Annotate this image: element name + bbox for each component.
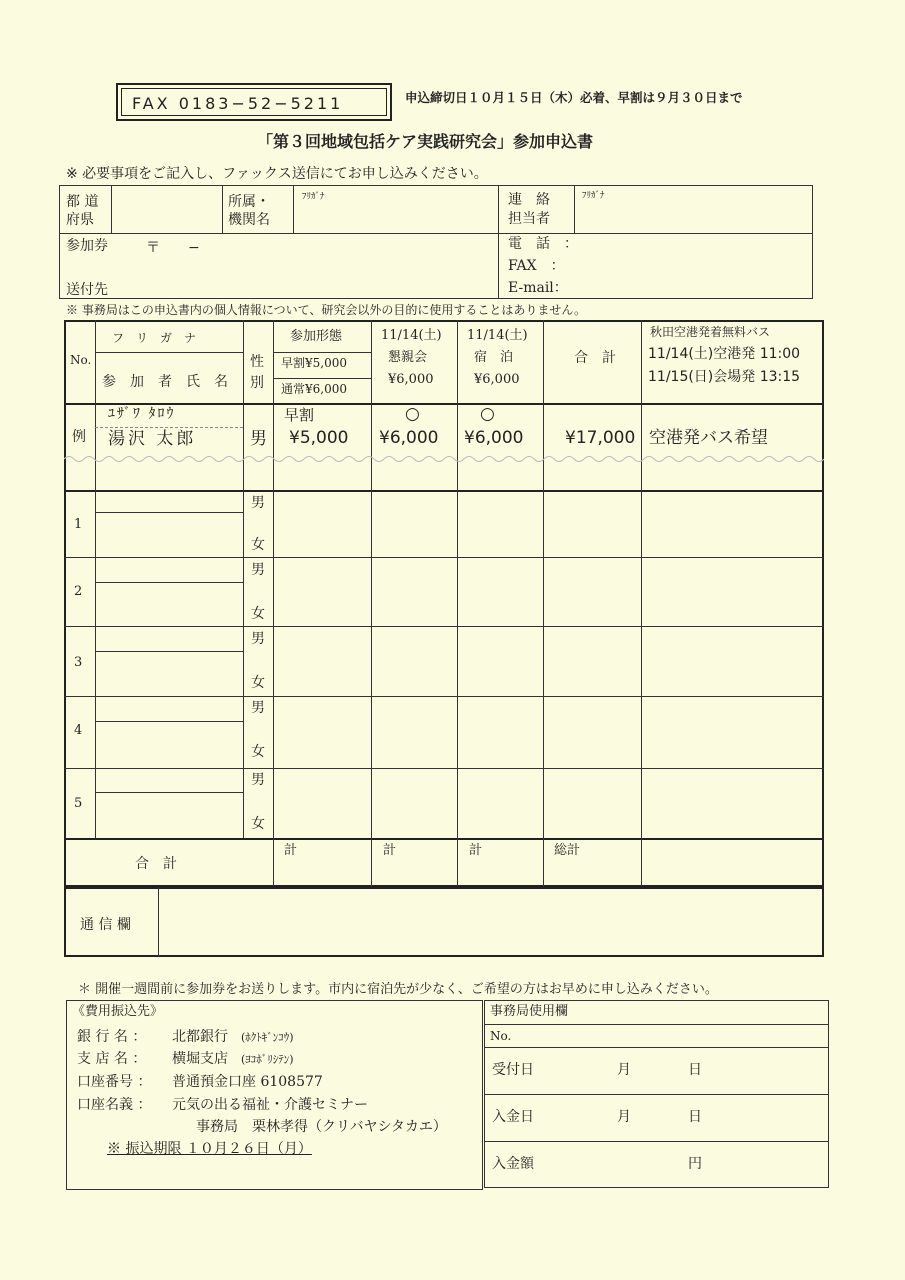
branch-value: 横堀支店 [172,1051,228,1067]
fax-box-inner [121,88,387,116]
gender-male[interactable]: 男 [251,562,265,578]
bank-value: 北都銀行 [172,1029,228,1045]
office-hline [484,1094,829,1095]
person-in-charge-field[interactable] [575,186,812,232]
table-vline [273,320,274,887]
row-furigana-line [95,512,243,513]
sum-grand: 総計 [554,843,581,858]
prefecture-label: 都 道 府県 [66,194,99,229]
payment-date-month: 月 [617,1109,631,1125]
header-early: 早割¥5,000 [281,356,347,370]
row-number: 2 [74,584,83,599]
office-hline [484,1141,829,1142]
table-hline [64,626,824,627]
comm-vline [158,887,159,957]
email-label: E-mail： [508,280,568,296]
payment-due: ※ 振込期限 １０月２６日（月） [107,1141,312,1157]
example-bus: 空港発バス希望 [649,428,768,448]
example-stay-price: ¥6,000 [464,428,524,448]
gender-female[interactable]: 女 [251,537,265,553]
table-vline [371,320,372,887]
example-social-mark: ○ [405,404,420,424]
header-social-date: 11/14(土) [381,328,442,343]
page-title: 「第３回地域包括ケア実践研究会」参加申込書 [257,132,594,151]
payment-date-day: 日 [688,1109,702,1125]
example-form-price: ¥5,000 [289,428,349,448]
example-label: 例 [72,429,86,445]
affiliation-furigana: ﾌﾘｶﾞﾅ [302,192,325,202]
deadline-text: 申込締切日１０月１５日（木）必着、早割は９月３０日まで [405,90,743,105]
gender-male[interactable]: 男 [251,700,265,716]
office-hline [484,1047,829,1048]
header-hline [273,352,371,353]
row-furigana-line [95,651,243,652]
account-value: 普通預金口座 6108577 [172,1074,323,1090]
holder-value-2: 事務局 栗林孝得（クリバヤシタカエ） [196,1119,447,1135]
phone-label: 電 話 ： [508,236,578,252]
gender-female[interactable]: 女 [251,816,265,832]
fax-number: FAX 0183−52−5211 [132,94,344,113]
header-normal: 通常¥6,000 [281,382,347,396]
fax-label: FAX ： [508,258,565,274]
gender-male[interactable]: 男 [251,631,265,647]
holder-value-1: 元気の出る福祉・介護セミナー [172,1097,368,1113]
example-furigana: ﾕｻﾞﾜ ﾀﾛｳ [108,406,176,422]
branch-label: 支 店 名 ： [77,1051,147,1067]
contact-vline [222,185,223,233]
privacy-note: ※ 事務局はこの申込書内の個人情報について、研究会以外の目的に使用することはありません。 [66,303,587,317]
table-hline [64,838,824,840]
row-number: 3 [74,655,83,670]
example-form-type: 早割 [284,406,315,424]
gender-male[interactable]: 男 [251,772,265,788]
header-stay: 宿 泊 [474,350,514,365]
header-hline [95,352,243,353]
header-no: No. [70,353,92,367]
table-vline [641,320,642,887]
row-number: 1 [74,517,83,532]
receipt-month: 月 [617,1062,631,1078]
instruction-text: ※ 必要事項をご記入し、ファックス送信にてお申し込みください。 [66,166,488,182]
ticket-dest-label: 送付先 [66,282,108,298]
header-total: 合 計 [574,350,616,366]
branch-kana: (ﾖｺﾎﾞﾘｼﾃﾝ) [241,1053,294,1066]
sum-social: 計 [383,843,397,858]
receipt-day: 日 [688,1062,702,1078]
table-hline [64,490,824,492]
comm-field[interactable] [160,889,822,955]
table-hline [64,403,824,405]
footer-note: ＊ 開催一週間前に参加券をお送りします。市内に宿泊先が少なく、ご希望の方はお早めに申し込みください。 [78,982,718,997]
row-furigana-line [95,721,243,722]
row-number: 5 [74,796,83,811]
header-social-price: ¥6,000 [388,372,434,387]
header-social: 懇親会 [388,350,428,365]
sum-label: 合 計 [135,856,177,872]
example-social-price: ¥6,000 [379,428,439,448]
phone-fax-email-field[interactable] [575,234,812,298]
payment-title: 《費用振込先》 [72,1004,164,1019]
payment-amount-yen: 円 [688,1156,702,1172]
contact-vline [498,185,499,299]
header-hline [273,378,371,379]
holder-label: 口座名義 ： [77,1097,152,1113]
office-no: No. [490,1029,512,1043]
gender-female[interactable]: 女 [251,744,265,760]
row-number: 4 [74,723,83,738]
row-furigana-line [95,582,243,583]
person-in-charge-label: 連 絡 担当者 [508,192,550,227]
fax-box [116,83,392,121]
sum-stay: 計 [469,843,483,858]
office-title: 事務局使用欄 [490,1004,569,1019]
example-tear-line [64,452,824,466]
ticket-label: 参加券 [66,238,108,254]
payment-date-label: 入金日 [492,1109,534,1125]
header-gender: 性 別 [250,354,264,391]
example-divider [95,427,243,428]
header-bus-1: 11/14(土)空港発 11:00 [648,346,801,362]
postal-mark: 〒 − [146,240,200,256]
header-stay-date: 11/14(土) [467,328,528,343]
gender-male[interactable]: 男 [251,495,265,511]
account-label: 口座番号 ： [77,1074,152,1090]
bank-label: 銀 行 名 ： [77,1029,147,1045]
affiliation-label: 所属・ 機関名 [228,194,270,229]
table-hline [64,557,824,558]
table-hline [64,768,824,769]
example-name: 湯沢 太郎 [108,429,197,449]
office-hline [484,1024,829,1025]
example-total: ¥17,000 [565,428,636,448]
table-hline [64,696,824,697]
bank-kana: (ﾎｸﾄｷﾞﾝｺｳ) [241,1031,294,1044]
table-vline [243,320,244,838]
receipt-label: 受付日 [492,1062,534,1078]
header-furigana: フ リ ガ ナ [112,331,197,345]
example-stay-mark: ○ [480,404,495,424]
header-stay-price: ¥6,000 [474,372,520,387]
participant-table [64,320,824,887]
row-furigana-line [95,792,243,793]
table-vline [457,320,458,887]
address-field[interactable] [140,234,497,298]
gender-female[interactable]: 女 [251,675,265,691]
header-form: 参加形態 [290,329,343,344]
prefecture-field[interactable] [112,186,221,232]
table-vline [543,320,544,887]
payment-amount-label: 入金額 [492,1156,534,1172]
comm-label: 通 信 欄 [80,917,131,933]
header-bus-title: 秋田空港発着無料バス [650,325,771,339]
affiliation-field[interactable] [294,186,497,232]
sum-form: 計 [284,843,298,858]
header-name: 参 加 者 氏 名 [102,374,228,390]
header-bus-2: 11/15(日)会場発 13:15 [648,369,801,385]
person-furigana: ﾌﾘｶﾞﾅ [582,191,605,201]
example-gender: 男 [250,429,267,449]
gender-female[interactable]: 女 [251,606,265,622]
table-vline [95,320,96,838]
